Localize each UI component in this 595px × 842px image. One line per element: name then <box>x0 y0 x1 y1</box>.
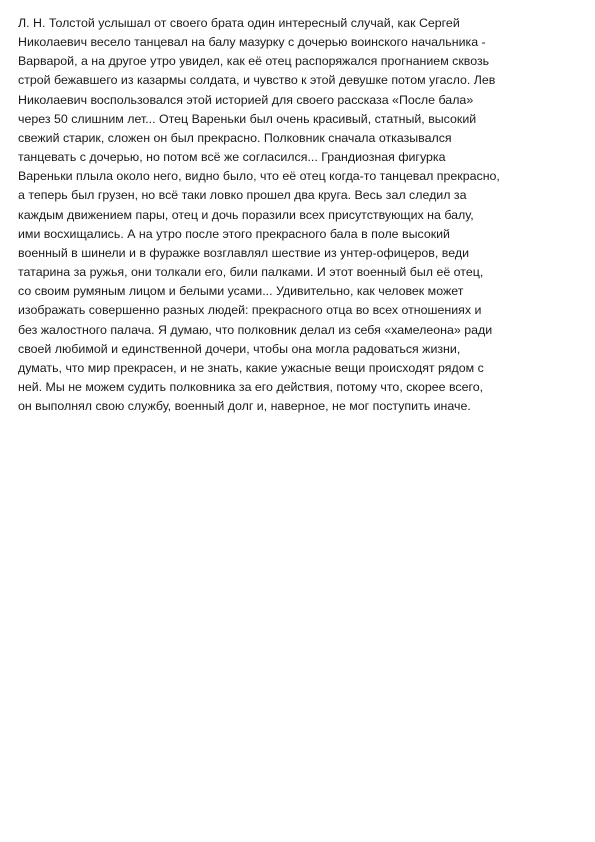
text-line: а теперь был грузен, но всё таки ловко прошел два круга. Весь зал следил за <box>18 188 467 203</box>
text-line: думать, что мир прекрасен, и не знать, какие ужасные вещи происходят рядом с <box>18 360 484 375</box>
text-line: Вареньки плыла около него, видно было, что её отец когда-то танцевал прекрасно, <box>18 169 500 184</box>
text-line: Николаевич воспользовался этой историей для своего рассказа «После бала» <box>18 92 474 107</box>
text-line: изображать совершенно разных людей: прекрасного отца во всех отношениях и <box>18 303 482 318</box>
text-line: Л. Н. Толстой услышал от своего брата один интересный случай, как Сергей <box>18 16 460 30</box>
text-line: ней. Мы не можем судить полковника за его действия, потому что, скорее всего, <box>18 379 484 394</box>
text-line: он выполнял свою службу, военный долг и, наверное, не мог поступить иначе. <box>18 399 471 414</box>
text-line: без жалостного палача. Я думаю, что полковник делал из себя «хамелеона» ради <box>18 322 493 337</box>
text-line: Николаевич весело танцевал на балу мазурку с дочерью воинского начальника - <box>18 35 486 50</box>
text-line: танцевать с дочерью, но потом всё же согласился... Грандиозная фигурка <box>18 150 446 165</box>
essay-paragraph <box>18 14 580 416</box>
text-line: строй бежавшего из казармы солдата, и чувство к этой девушке потом угасло. Лев <box>18 73 496 88</box>
text-line: через 50 слишним лет... Отец Вареньки был очень красивый, статный, высокий <box>18 111 477 126</box>
text-line: своей любимой и единственной дочери, чтобы она могла радоваться жизни, <box>18 341 461 356</box>
text-line: ими восхищались. А на утро после этого прекрасного бала в поле высокий <box>18 226 450 241</box>
text-line: Варварой, а на другое утро увидел, как её отец распоряжался прогнанием сквозь <box>18 54 490 69</box>
text-line: военный в шинели и в фуражке возглавлял шествие из унтер-офицеров, веди <box>18 245 469 260</box>
text-line: со своим румяным лицом и белыми усами... Удивительно, как человек может <box>18 284 464 299</box>
text-line: каждым движением пары, отец и дочь поразили всех присутствующих на балу, <box>18 207 474 222</box>
text-line: свежий старик, сложен он был прекрасно. Полковник сначала отказывался <box>18 130 452 145</box>
text-line: татарина за ружья, они толкали его, били палками. И этот военный был её отец, <box>18 265 484 280</box>
